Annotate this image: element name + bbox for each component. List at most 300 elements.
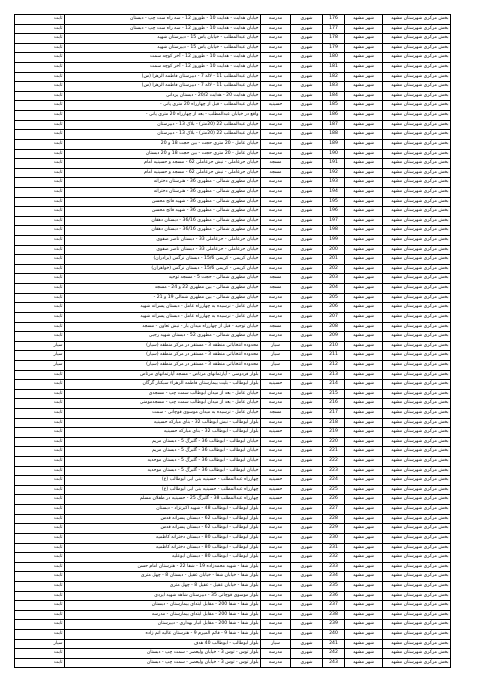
table-row <box>15 322 451 332</box>
city-cell: شهر مشهد <box>345 370 383 380</box>
region-cell: بخش مرکزی شهرستان مشهد <box>383 24 451 34</box>
status-cell: ثابت <box>15 572 65 582</box>
row-number-cell: 219 <box>323 428 345 438</box>
address-cell: خیابان مطهری شمالی - حجت 5 - مسجد توحید <box>65 274 261 284</box>
city-cell: شهر مشهد <box>345 322 383 332</box>
address-cell: بلوار شفا - شفا 9 - قائم المیرم 9 - هنرستان عالیه اتم زاده <box>65 630 261 640</box>
address-cell: خیابان هدایت - هدایت 10 - طوروز 12 - آخر کوچه سمت <box>65 53 261 63</box>
city-cell: شهر مشهد <box>345 553 383 563</box>
city-cell: شهر مشهد <box>345 149 383 159</box>
area-type-cell: شهری <box>291 101 323 111</box>
status-cell: ثابت <box>15 591 65 601</box>
area-type-cell: شهری <box>291 514 323 524</box>
place-type-cell: مدرسه <box>261 543 291 553</box>
row-number-cell: 177 <box>323 24 345 34</box>
status-cell: ثابت <box>15 91 65 101</box>
status-cell: ثابت <box>15 82 65 92</box>
row-number-cell: 234 <box>323 572 345 582</box>
area-type-cell: شهری <box>291 639 323 649</box>
place-type-cell: مسجد <box>261 159 291 169</box>
city-cell: شهر مشهد <box>345 341 383 351</box>
area-type-cell: شهری <box>291 562 323 572</box>
city-cell: شهر مشهد <box>345 312 383 322</box>
table-row <box>15 639 451 649</box>
place-type-cell: مدرسه <box>261 139 291 149</box>
region-cell: بخش مرکزی شهرستان مشهد <box>383 236 451 246</box>
address-cell: خیابان مطهری شمالی - بین مطهری 22 و 24 - مسجد <box>65 284 261 294</box>
region-cell: بخش مرکزی شهرستان مشهد <box>383 120 451 130</box>
status-cell: ثابت <box>15 466 65 476</box>
status-cell: ثابت <box>15 197 65 207</box>
area-type-cell: شهری <box>291 293 323 303</box>
row-number-cell: 230 <box>323 533 345 543</box>
area-type-cell: شهری <box>291 457 323 467</box>
city-cell: شهر مشهد <box>345 245 383 255</box>
address-cell: خیابان عبدالمطلب 11 - لاله 7 - دبیرستان فاطمه الزهرا (س) <box>65 82 261 92</box>
city-cell: شهر مشهد <box>345 197 383 207</box>
area-type-cell: شهری <box>291 63 323 73</box>
region-cell: بخش مرکزی شهرستان مشهد <box>383 389 451 399</box>
place-type-cell: مدرسه <box>261 82 291 92</box>
row-number-cell: 197 <box>323 216 345 226</box>
row-number-cell: 238 <box>323 610 345 620</box>
city-cell: شهر مشهد <box>345 466 383 476</box>
place-type-cell: مدرسه <box>261 332 291 342</box>
row-number-cell: 213 <box>323 370 345 380</box>
place-type-cell: مدرسه <box>261 149 291 159</box>
status-cell: ثابت <box>15 649 65 659</box>
status-cell: ثابت <box>15 63 65 73</box>
status-cell: ثابت <box>15 620 65 630</box>
place-type-cell: مدرسه <box>261 437 291 447</box>
table-row <box>15 601 451 611</box>
row-number-cell: 178 <box>323 34 345 44</box>
region-cell: بخش مرکزی شهرستان مشهد <box>383 226 451 236</box>
region-cell: بخش مرکزی شهرستان مشهد <box>383 91 451 101</box>
address-cell: خیابان عبدالمطلب - خیابان یاس 15 - دبیرستان شهید <box>65 34 261 44</box>
region-cell: بخش مرکزی شهرستان مشهد <box>383 630 451 640</box>
area-type-cell: شهری <box>291 495 323 505</box>
region-cell: بخش مرکزی شهرستان مشهد <box>383 639 451 649</box>
table-row <box>15 620 451 630</box>
status-cell: ثابت <box>15 168 65 178</box>
status-cell: سیار <box>15 341 65 351</box>
place-type-cell: مدرسه <box>261 630 291 640</box>
region-cell: بخش مرکزی شهرستان مشهد <box>383 130 451 140</box>
table-row <box>15 226 451 236</box>
row-number-cell: 188 <box>323 130 345 140</box>
area-type-cell: شهری <box>291 447 323 457</box>
area-type-cell: شهری <box>291 91 323 101</box>
address-cell: بلوار توس - توس 3 - خیابان ولیعصر - سمت چپ - دبستان <box>65 649 261 659</box>
row-number-cell: 183 <box>323 82 345 92</box>
region-cell: بخش مرکزی شهرستان مشهد <box>383 15 451 25</box>
status-cell: ثابت <box>15 514 65 524</box>
row-number-cell: 180 <box>323 53 345 63</box>
place-type-cell: مدرسه <box>261 312 291 322</box>
status-cell: ثابت <box>15 159 65 169</box>
address-cell: خیابان مطهری شمالی - مطهری 36 - هنرستان دخترانه <box>65 187 261 197</box>
region-cell: بخش مرکزی شهرستان مشهد <box>383 159 451 169</box>
table-row <box>15 101 451 111</box>
status-cell: ثابت <box>15 207 65 217</box>
region-cell: بخش مرکزی شهرستان مشهد <box>383 111 451 121</box>
city-cell: شهر مشهد <box>345 226 383 236</box>
region-cell: بخش مرکزی شهرستان مشهد <box>383 139 451 149</box>
address-cell: بلوار ابوطالب - ابوطالب 62 - دبستان پسرانه قدس <box>65 524 261 534</box>
status-cell: ثابت <box>15 236 65 246</box>
status-cell: ثابت <box>15 553 65 563</box>
row-number-cell: 221 <box>323 447 345 457</box>
row-number-cell: 205 <box>323 293 345 303</box>
city-cell: شهر مشهد <box>345 514 383 524</box>
status-cell: ثابت <box>15 149 65 159</box>
row-number-cell: 215 <box>323 389 345 399</box>
address-cell: خیابان حرعاملی - حرعاملی 33 - دبستان ناصر صفوی <box>65 245 261 255</box>
city-cell: شهر مشهد <box>345 139 383 149</box>
area-type-cell: شهری <box>291 533 323 543</box>
place-type-cell: سیار <box>261 360 291 370</box>
area-type-cell: شهری <box>291 601 323 611</box>
place-type-cell: سیار <box>261 351 291 361</box>
area-type-cell: شهری <box>291 187 323 197</box>
status-cell: ثابت <box>15 630 65 640</box>
table-row <box>15 34 451 44</box>
place-type-cell: حسینیه <box>261 495 291 505</box>
area-type-cell: شهری <box>291 543 323 553</box>
city-cell: شهر مشهد <box>345 658 383 668</box>
city-cell: شهر مشهد <box>345 303 383 313</box>
region-cell: بخش مرکزی شهرستان مشهد <box>383 601 451 611</box>
place-type-cell: مدرسه <box>261 34 291 44</box>
city-cell: شهر مشهد <box>345 82 383 92</box>
row-number-cell: 224 <box>323 476 345 486</box>
area-type-cell: شهری <box>291 82 323 92</box>
row-number-cell: 222 <box>323 457 345 467</box>
row-number-cell: 190 <box>323 149 345 159</box>
row-number-cell: 236 <box>323 591 345 601</box>
city-cell: شهر مشهد <box>345 293 383 303</box>
place-type-cell: مدرسه <box>261 255 291 265</box>
region-cell: بخش مرکزی شهرستان مشهد <box>383 620 451 630</box>
address-cell: خیابان حرعاملی - نبش حرعاملی 62 - مسجد و حسینیه امام <box>65 168 261 178</box>
city-cell: شهر مشهد <box>345 524 383 534</box>
city-cell: شهر مشهد <box>345 34 383 44</box>
status-cell: ثابت <box>15 187 65 197</box>
area-type-cell: شهری <box>291 370 323 380</box>
status-cell: ثابت <box>15 274 65 284</box>
city-cell: شهر مشهد <box>345 639 383 649</box>
status-cell: ثابت <box>15 139 65 149</box>
place-type-cell: مدرسه <box>261 63 291 73</box>
address-cell: بلوار ابوطالب - بلیت بیمارستان فاطمه الزهراء سبکنار گرگان <box>65 380 261 390</box>
row-number-cell: 186 <box>323 111 345 121</box>
place-type-cell: مسجد <box>261 284 291 294</box>
table-row <box>15 658 451 668</box>
address-cell: خیابان هدایت - هدایت 10 - طوروز 12 - سه راه ست چپ - دبستان <box>65 15 261 25</box>
city-cell: شهر مشهد <box>345 485 383 495</box>
status-cell: ثابت <box>15 255 65 265</box>
table-row <box>15 351 451 361</box>
table-row <box>15 370 451 380</box>
area-type-cell: شهری <box>291 197 323 207</box>
region-cell: بخش مرکزی شهرستان مشهد <box>383 72 451 82</box>
region-cell: بخش مرکزی شهرستان مشهد <box>383 591 451 601</box>
table-row <box>15 15 451 25</box>
city-cell: شهر مشهد <box>345 168 383 178</box>
row-number-cell: 200 <box>323 245 345 255</box>
region-cell: بخش مرکزی شهرستان مشهد <box>383 178 451 188</box>
area-type-cell: شهری <box>291 341 323 351</box>
table-row <box>15 187 451 197</box>
area-type-cell: شهری <box>291 437 323 447</box>
city-cell: شهر مشهد <box>345 380 383 390</box>
place-type-cell: مدرسه <box>261 418 291 428</box>
row-number-cell: 210 <box>323 341 345 351</box>
row-number-cell: 237 <box>323 601 345 611</box>
region-cell: بخش مرکزی شهرستان مشهد <box>383 495 451 505</box>
region-cell: بخش مرکزی شهرستان مشهد <box>383 418 451 428</box>
row-number-cell: 239 <box>323 620 345 630</box>
status-cell: ثابت <box>15 130 65 140</box>
table-row <box>15 82 451 92</box>
status-cell: ثابت <box>15 524 65 534</box>
city-cell: شهر مشهد <box>345 274 383 284</box>
place-type-cell: مدرسه <box>261 72 291 82</box>
city-cell: شهر مشهد <box>345 543 383 553</box>
place-type-cell: مدرسه <box>261 226 291 236</box>
region-cell: بخش مرکزی شهرستان مشهد <box>383 485 451 495</box>
table-row <box>15 130 451 140</box>
address-cell: خیابان ابوطالب - ابوطالب 36 - گلبرگ 5 - دبستان موحدیه <box>65 466 261 476</box>
city-cell: شهر مشهد <box>345 591 383 601</box>
address-cell: خیابان هدایت - هدایت 10 - طوروز 12 - آخر کوچه سمت <box>65 63 261 73</box>
table-row <box>15 312 451 322</box>
area-type-cell: شهری <box>291 399 323 409</box>
address-cell: خیابان عبدالمطلب 22 (20متر) - بلاک 13 - دبیرستان <box>65 130 261 140</box>
region-cell: بخش مرکزی شهرستان مشهد <box>383 341 451 351</box>
table-row <box>15 139 451 149</box>
address-cell: خیابان هدایت - هدایت 10 - طوروز 12 - سه راه ست چپ - دبستان <box>65 24 261 34</box>
city-cell: شهر مشهد <box>345 120 383 130</box>
area-type-cell: شهری <box>291 312 323 322</box>
area-type-cell: شهری <box>291 485 323 495</box>
city-cell: شهر مشهد <box>345 130 383 140</box>
region-cell: بخش مرکزی شهرستان مشهد <box>383 187 451 197</box>
table-row <box>15 514 451 524</box>
table-row <box>15 255 451 265</box>
row-number-cell: 220 <box>323 437 345 447</box>
status-cell: ثابت <box>15 216 65 226</box>
row-number-cell: 216 <box>323 399 345 409</box>
area-type-cell: شهری <box>291 591 323 601</box>
city-cell: شهر مشهد <box>345 533 383 543</box>
area-type-cell: شهری <box>291 24 323 34</box>
address-cell: خیابان ابوطالب - ابوطالب 36 - گلبرگ 5 - دبستان مریم <box>65 437 261 447</box>
city-cell: شهر مشهد <box>345 399 383 409</box>
table-row <box>15 543 451 553</box>
place-type-cell: مدرسه <box>261 216 291 226</box>
area-type-cell: شهری <box>291 15 323 25</box>
row-number-cell: 225 <box>323 485 345 495</box>
status-cell: ثابت <box>15 505 65 515</box>
region-cell: بخش مرکزی شهرستان مشهد <box>383 514 451 524</box>
address-cell: چهارراه عبدالمطلب - حسینیه بنی ابی ابوطالب (ع) <box>65 485 261 495</box>
city-cell: شهر مشهد <box>345 562 383 572</box>
place-type-cell: مدرسه <box>261 505 291 515</box>
place-type-cell: حسینیه <box>261 380 291 390</box>
place-type-cell: حسینیه <box>261 101 291 111</box>
city-cell: شهر مشهد <box>345 15 383 25</box>
row-number-cell: 202 <box>323 264 345 274</box>
region-cell: بخش مرکزی شهرستان مشهد <box>383 380 451 390</box>
city-cell: شهر مشهد <box>345 101 383 111</box>
table-row <box>15 524 451 534</box>
region-cell: بخش مرکزی شهرستان مشهد <box>383 101 451 111</box>
city-cell: شهر مشهد <box>345 207 383 217</box>
table-row <box>15 418 451 428</box>
city-cell: شهر مشهد <box>345 159 383 169</box>
row-number-cell: 179 <box>323 43 345 53</box>
city-cell: شهر مشهد <box>345 610 383 620</box>
place-type-cell: مدرسه <box>261 236 291 246</box>
status-cell: ثابت <box>15 264 65 274</box>
region-cell: بخش مرکزی شهرستان مشهد <box>383 274 451 284</box>
city-cell: شهر مشهد <box>345 187 383 197</box>
place-type-cell: مدرسه <box>261 197 291 207</box>
table-row <box>15 43 451 53</box>
area-type-cell: شهری <box>291 649 323 659</box>
status-cell: ثابت <box>15 610 65 620</box>
place-type-cell: مدرسه <box>261 399 291 409</box>
table-row <box>15 495 451 505</box>
status-cell: ثابت <box>15 533 65 543</box>
region-cell: بخش مرکزی شهرستان مشهد <box>383 312 451 322</box>
status-cell: ثابت <box>15 543 65 553</box>
status-cell: ثابت <box>15 101 65 111</box>
place-type-cell: مدرسه <box>261 581 291 591</box>
region-cell: بخش مرکزی شهرستان مشهد <box>383 197 451 207</box>
place-type-cell: مدرسه <box>261 591 291 601</box>
area-type-cell: شهری <box>291 380 323 390</box>
status-cell: ثابت <box>15 495 65 505</box>
region-cell: بخش مرکزی شهرستان مشهد <box>383 63 451 73</box>
region-cell: بخش مرکزی شهرستان مشهد <box>383 216 451 226</box>
address-cell: بلوار شفا - شفا 200 - مقابل ابتدای بیمارستان - مدرسه <box>65 610 261 620</box>
place-type-cell: حسینیه <box>261 476 291 486</box>
row-number-cell: 194 <box>323 187 345 197</box>
row-number-cell: 240 <box>323 630 345 640</box>
address-cell: بلوار موسوی قوچانی 35 - دبیرستان شاهد شهید ایزدی <box>65 591 261 601</box>
table-row <box>15 610 451 620</box>
area-type-cell: شهری <box>291 139 323 149</box>
region-cell: بخش مرکزی شهرستان مشهد <box>383 610 451 620</box>
area-type-cell: شهری <box>291 130 323 140</box>
row-number-cell: 181 <box>323 63 345 73</box>
region-cell: بخش مرکزی شهرستان مشهد <box>383 149 451 159</box>
region-cell: بخش مرکزی شهرستان مشهد <box>383 524 451 534</box>
address-cell: محدوده انتخاباتی منطقه 3 - مستقر در مرکز منطقه (سیار) <box>65 360 261 370</box>
table-row <box>15 111 451 121</box>
area-type-cell: شهری <box>291 572 323 582</box>
area-type-cell: شهری <box>291 255 323 265</box>
area-type-cell: شهری <box>291 332 323 342</box>
region-cell: بخش مرکزی شهرستان مشهد <box>383 543 451 553</box>
address-cell: بلوار ابوطالب - ابوطالب 62 - دبستان پسرانه قدس <box>65 514 261 524</box>
place-type-cell: سیار <box>261 639 291 649</box>
table-row <box>15 72 451 82</box>
table-row <box>15 332 451 342</box>
row-number-cell: 201 <box>323 255 345 265</box>
area-type-cell: شهری <box>291 168 323 178</box>
status-cell: ثابت <box>15 303 65 313</box>
place-type-cell: مدرسه <box>261 53 291 63</box>
place-type-cell: مدرسه <box>261 24 291 34</box>
area-type-cell: شهری <box>291 43 323 53</box>
table-row <box>15 572 451 582</box>
table-row <box>15 553 451 563</box>
city-cell: شهر مشهد <box>345 360 383 370</box>
status-cell: ثابت <box>15 581 65 591</box>
status-cell: ثابت <box>15 418 65 428</box>
region-cell: بخش مرکزی شهرستان مشهد <box>383 293 451 303</box>
address-cell: خیابان عامل - 20 متری حجت - بین حجت 18 و 20 دبستان <box>65 149 261 159</box>
area-type-cell: شهری <box>291 581 323 591</box>
place-type-cell: مدرسه <box>261 43 291 53</box>
place-type-cell: مدرسه <box>261 447 291 457</box>
address-cell: بلوار ابوطالب - نبش ابوطالب 32 - بنای مبارکه حسینیه <box>65 418 261 428</box>
address-cell: بلوار شفا - شهید محمدزاده 19 - شفا 22 - هنرستان امام حسن <box>65 562 261 572</box>
city-cell: شهر مشهد <box>345 111 383 121</box>
area-type-cell: شهری <box>291 178 323 188</box>
row-number-cell: 231 <box>323 543 345 553</box>
table-row <box>15 399 451 409</box>
table-row <box>15 341 451 351</box>
region-cell: بخش مرکزی شهرستان مشهد <box>383 533 451 543</box>
region-cell: بخش مرکزی شهرستان مشهد <box>383 360 451 370</box>
address-cell: بلوار شفا - شفا 200 - مقابل انبار بهداری - دبیرستان <box>65 620 261 630</box>
status-cell: ثابت <box>15 53 65 63</box>
table-row <box>15 505 451 515</box>
address-cell: خیابان کریمی - کریمی 15/6 - دبستان نرگس (خواهران) <box>65 264 261 274</box>
table-row <box>15 264 451 274</box>
table-row <box>15 581 451 591</box>
place-type-cell: مدرسه <box>261 120 291 130</box>
table-row <box>15 466 451 476</box>
area-type-cell: شهری <box>291 264 323 274</box>
region-cell: بخش مرکزی شهرستان مشهد <box>383 457 451 467</box>
place-type-cell: مدرسه <box>261 207 291 217</box>
row-number-cell: 217 <box>323 408 345 418</box>
city-cell: شهر مشهد <box>345 43 383 53</box>
polling-stations-table <box>14 14 451 668</box>
region-cell: بخش مرکزی شهرستان مشهد <box>383 245 451 255</box>
row-number-cell: 209 <box>323 332 345 342</box>
status-cell: ثابت <box>15 437 65 447</box>
address-cell: خیابان عامل - نرسیده به میدان موسوی قوچانی - سمت <box>65 408 261 418</box>
area-type-cell: شهری <box>291 207 323 217</box>
status-cell: ثابت <box>15 322 65 332</box>
table-row <box>15 630 451 640</box>
area-type-cell: شهری <box>291 360 323 370</box>
row-number-cell: 228 <box>323 514 345 524</box>
region-cell: بخش مرکزی شهرستان مشهد <box>383 572 451 582</box>
place-type-cell: مدرسه <box>261 130 291 140</box>
region-cell: بخش مرکزی شهرستان مشهد <box>383 284 451 294</box>
place-type-cell: مدرسه <box>261 658 291 668</box>
address-cell: خیابان مطهری شمالی - مطهری 52 - دبستان شهید رجبی <box>65 332 261 342</box>
status-cell: ثابت <box>15 457 65 467</box>
